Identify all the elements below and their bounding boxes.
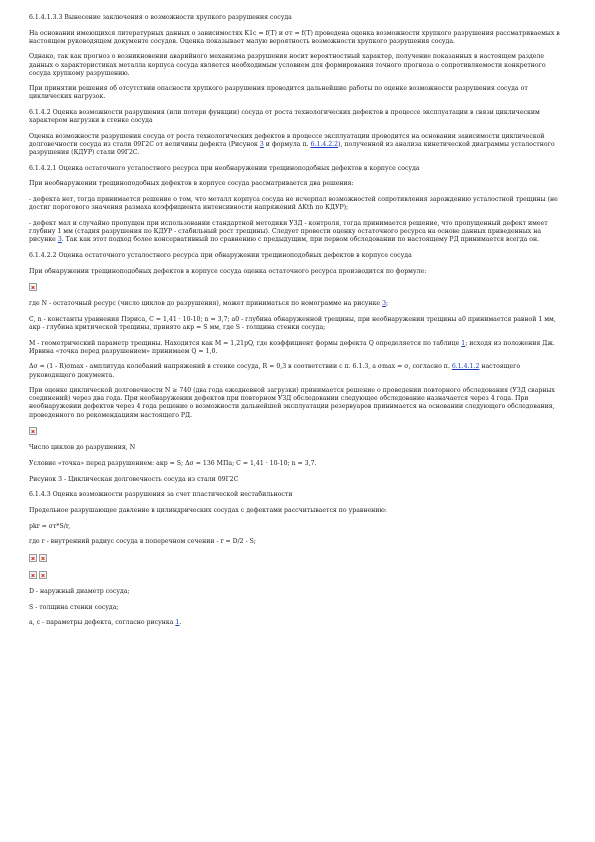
formula-image-row: [29, 554, 565, 563]
section-link[interactable]: 6.1.4.2.2: [310, 141, 339, 148]
figure-conditions: Условие «точка» перед разрушением: aкр = S; Δσ = 136 МПа; С = 1,41 · 10-10; n = 3,7.: [29, 459, 317, 467]
table-link[interactable]: 1: [461, 339, 466, 347]
broken-image-icon: [29, 283, 37, 291]
paragraph: При оценке циклической долговечности N ≥ 740 (два года ежедневной загрузки) принимается решение о проведении повторного обследования (УЗД сварных соединений) через два года. При необнаружении дефектов при повторном УЗД обследовании следующее обследование назначается через 4 года. При необнаружении дефектов через 4 года решение о возможности дальнейшей эксплуатации резервуаров принимается на основании следующего обследования, проведенного по рекомендациям настоящего РД.: [29, 387, 555, 419]
figure-axis-caption: Число циклов до разрушения, N: [29, 444, 136, 452]
definition: a, c - параметры дефекта, согласно рисунка 1.: [29, 619, 182, 627]
paragraph: При необнаружении трещиноподобных дефектов в корпусе сосуда рассматривается два решения:: [29, 180, 354, 188]
definition: D - наружный диаметр сосуда;: [29, 588, 130, 595]
broken-image-icon: [39, 554, 47, 562]
formula-image: [29, 283, 565, 292]
formula: pkr = σт*S/r,: [29, 522, 71, 530]
broken-image-icon: [39, 571, 47, 579]
paragraph: При принятии решения об отсутствии опасности хрупкого разрушения проводится дальнейшие работы по оценке возможности разрушения сосуда от циклических нагрузок.: [29, 85, 528, 101]
paragraph: Однако, так как прогноз о возникновении аварийного механизма разрушения носит вероятностный характер, получение показанных в настоящем разделе данных о характеристиках металла корпуса сосуда является необходимым условием для формирования точного прогноза о сопротивляемости конкретного сосуда хрупкому разрушению.: [29, 53, 546, 77]
paragraph: Предельное разрушающее давление в цилиндрических сосудах с дефектами рассчитывается по уравнению:: [29, 506, 387, 514]
paragraph: где N - остаточный ресурс (число циклов до разрушения), может приниматься по номограмме на рисунке 3;: [29, 300, 389, 308]
section-heading: 6.1.4.2.2 Оценка остаточного усталостного ресурса при обнаружении трещиноподобных дефектов в корпусе сосуда: [29, 251, 412, 259]
figure-link[interactable]: 3: [259, 141, 264, 148]
section-heading: 6.1.4.1.3.3 Вынесение заключения о возможности хрупкого разрушения сосуда: [29, 14, 292, 21]
figure-image: [29, 427, 565, 436]
figure-caption: Рисунок 3 - Циклическая долговечность сосуда из стали 09Г2С: [29, 475, 239, 483]
paragraph: - дефекта нет, тогда принимается решение о том, что металл корпуса сосуда не исчерпал возможностей сопротивления зарождению усталостной трещины (не достиг порогового значения размаха коэффициента интенсивности напряжений ΔKth по КДУР);: [29, 196, 558, 212]
figure-link[interactable]: 1: [175, 619, 180, 627]
broken-image-icon: [29, 554, 37, 562]
section-heading: 6.1.4.3 Оценка возможности разрушения за счет пластической нестабильности: [29, 491, 293, 499]
paragraph: При обнаружении трещиноподобных дефектов в корпусе сосуда оценка остаточного ресурса производится по формуле:: [29, 267, 427, 275]
paragraph: где r - внутренний радиус сосуда в поперечном сечении - r = D/2 - S;: [29, 538, 256, 546]
paragraph: M - геометрический параметр трещины. Находится как M = 1,21pQ, где коэффициент формы дефекта Q определяется по таблице 1; исходя из положения Дж. Ирвина «точка перед разрушением» принимаем Q = 1,0.: [29, 339, 555, 355]
paragraph: Оценка возможности разрушения сосуда от роста технологических дефектов в процессе эксплуатации проводится на основании зависимости циклической долговечности сосуда из стали 09Г2С от величины дефекта (Рисунок 3 и формула п. 6.1.4.2.2), полученной из анализа кинетической диаграммы усталостного разрушения (КДУР) стали 09Г2С.: [29, 132, 555, 157]
section-heading: 6.1.4.2 Оценка возможности разрушения (или потери функции) сосуда от роста технологических дефектов в процессе эксплуатации в связи циклическим характером нагрузки в стенке сосуда: [29, 109, 540, 125]
formula-image-row: [29, 571, 565, 580]
figure-link[interactable]: 3: [57, 236, 62, 244]
broken-image-icon: [29, 427, 37, 435]
paragraph: - дефект мал и случайно пропущен при использовании стандартной методики УЗД - контроля, тогда принимается решение, что пропущенный дефект имеет глубину 1 мм (стадия разрушения по КДУР - стабильный рост трещины). Следует провести оценку остаточного ресурса на основе данных приведенных на рисунке 3. Так как этот подход более консервативный по сравнению с предыдущим, при первом обследовании по настоящему РД принимается всегда он.: [29, 219, 548, 244]
broken-image-icon: [29, 571, 37, 579]
paragraph: На основании имеющихся литературных данных о зависимостях K1c = f(T) и σт = f(T) проведена оценка возможности хрупкого разрушения рассматриваемых в настоящем руководящем документе сосудов. Оценка показывает малую вероятность возможности хрупкого разрушения сосуда.: [29, 29, 560, 45]
section-link[interactable]: 6.1.4.1.2: [451, 363, 480, 371]
paragraph: Δσ = (1 - R)σmax - амплитуда колебаний напряжений в стенке сосуда, R = 0,3 в соответствии с п. 6.1.3, а σmax = σ, согласно п. 6.1.4.1.2 настоящего руководящего документа.: [29, 363, 521, 379]
figure-link[interactable]: 3: [382, 300, 386, 308]
paragraph: С, n - константы уравнения Пэриса, С = 1,41 · 10-10; n = 3,7; a0 - глубина обнаруженной трещины, при необнаружении трещины a0 принимается равной 1 мм, aкр - глубина критической трещины, принято aкр = S мм, где S - толщина стенки сосуда;: [29, 315, 556, 331]
definition: S - толщина стенки сосуда;: [29, 603, 119, 611]
section-heading: 6.1.4.2.1 Оценка остаточного усталостного ресурса при необнаружении трещиноподобных дефектов в корпусе сосуда: [29, 164, 420, 172]
